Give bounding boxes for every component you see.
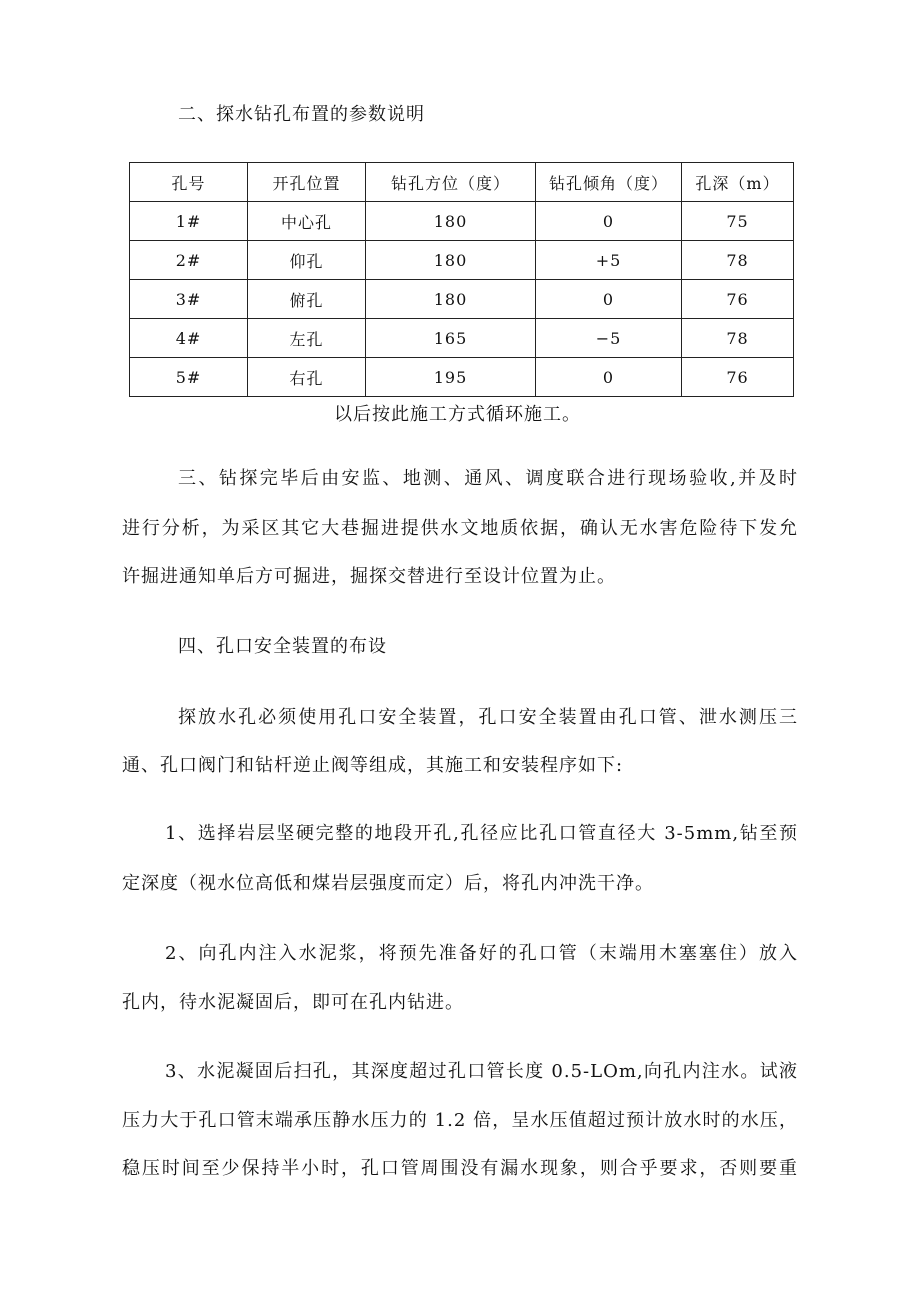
- table-row: [130, 241, 794, 280]
- drill-parameter-table: [129, 162, 794, 397]
- cell-position: 中心孔: [248, 202, 366, 241]
- step-1-line-1: 1、选择岩层坚硬完整的地段开孔,孔径应比孔口管直径大 3-5mm,钻至预: [165, 823, 798, 844]
- cell-depth: 75: [682, 202, 794, 241]
- header-azimuth: 钻孔方位（度）: [366, 163, 536, 202]
- cell-azimuth: 165: [366, 319, 536, 358]
- cell-hole-no: 4#: [130, 319, 248, 358]
- table-footnote: 以后按此施工方式循环施工。: [334, 404, 581, 425]
- header-position: 开孔位置: [248, 163, 366, 202]
- cell-inclination: −5: [536, 319, 682, 358]
- cell-inclination: 0: [536, 202, 682, 241]
- cell-depth: 76: [682, 358, 794, 397]
- step-1-line-2: 定深度（视水位高低和煤岩层强度而定）后，将孔内冲洗干净。: [122, 873, 654, 894]
- cell-hole-no: 5#: [130, 358, 248, 397]
- table-row: [130, 280, 794, 319]
- section-2-heading: 二、探水钻孔布置的参数说明: [178, 104, 425, 125]
- header-depth: 孔深（m）: [682, 163, 794, 202]
- cell-depth: 78: [682, 241, 794, 280]
- cell-depth: 76: [682, 280, 794, 319]
- cell-azimuth: 180: [366, 241, 536, 280]
- cell-inclination: 0: [536, 280, 682, 319]
- cell-position: 俯孔: [248, 280, 366, 319]
- step-3-line-1: 3、水泥凝固后扫孔，其深度超过孔口管长度 0.5-LOm,向孔内注水。试液: [165, 1061, 798, 1082]
- cell-azimuth: 180: [366, 280, 536, 319]
- section-4-intro-line-2: 通、孔口阀门和钻杆逆止阀等组成，其施工和安装程序如下:: [122, 755, 624, 776]
- table-row: [130, 319, 794, 358]
- cell-hole-no: 2#: [130, 241, 248, 280]
- cell-position: 仰孔: [248, 241, 366, 280]
- cell-position: 右孔: [248, 358, 366, 397]
- cell-position: 左孔: [248, 319, 366, 358]
- section-3-line-2: 进行分析，为采区其它大巷掘进提供水文地质依据，确认无水害危险待下发允: [122, 518, 798, 539]
- step-3-line-2: 压力大于孔口管末端承压静水压力的 1.2 倍，呈水压值超过预计放水时的水压，: [122, 1110, 798, 1131]
- cell-hole-no: 3#: [130, 280, 248, 319]
- cell-depth: 78: [682, 319, 794, 358]
- cell-inclination: +5: [536, 241, 682, 280]
- table-row: [130, 358, 794, 397]
- section-3-line-1: 三、钻探完毕后由安监、地测、通风、调度联合进行现场验收,并及时: [178, 468, 798, 489]
- section-4-heading: 四、孔口安全装置的布设: [178, 636, 387, 657]
- step-2-line-2: 孔内，待水泥凝固后，即可在孔内钻进。: [122, 992, 464, 1013]
- cell-azimuth: 195: [366, 358, 536, 397]
- section-3-line-3: 许掘进通知单后方可掘进，掘探交替进行至设计位置为止。: [122, 566, 616, 587]
- cell-hole-no: 1#: [130, 202, 248, 241]
- header-hole-no: 孔号: [130, 163, 248, 202]
- table-header-row: [130, 163, 794, 202]
- cell-inclination: 0: [536, 358, 682, 397]
- step-3-line-3: 稳压时间至少保持半小时，孔口管周围没有漏水现象，则合乎要求，否则要重: [122, 1158, 798, 1179]
- cell-azimuth: 180: [366, 202, 536, 241]
- step-2-line-1: 2、向孔内注入水泥浆，将预先准备好的孔口管（末端用木塞塞住）放入: [165, 943, 798, 964]
- header-inclination: 钻孔倾角（度）: [536, 163, 682, 202]
- section-4-intro-line-1: 探放水孔必须使用孔口安全装置，孔口安全装置由孔口管、泄水测压三: [178, 707, 798, 728]
- table-row: [130, 202, 794, 241]
